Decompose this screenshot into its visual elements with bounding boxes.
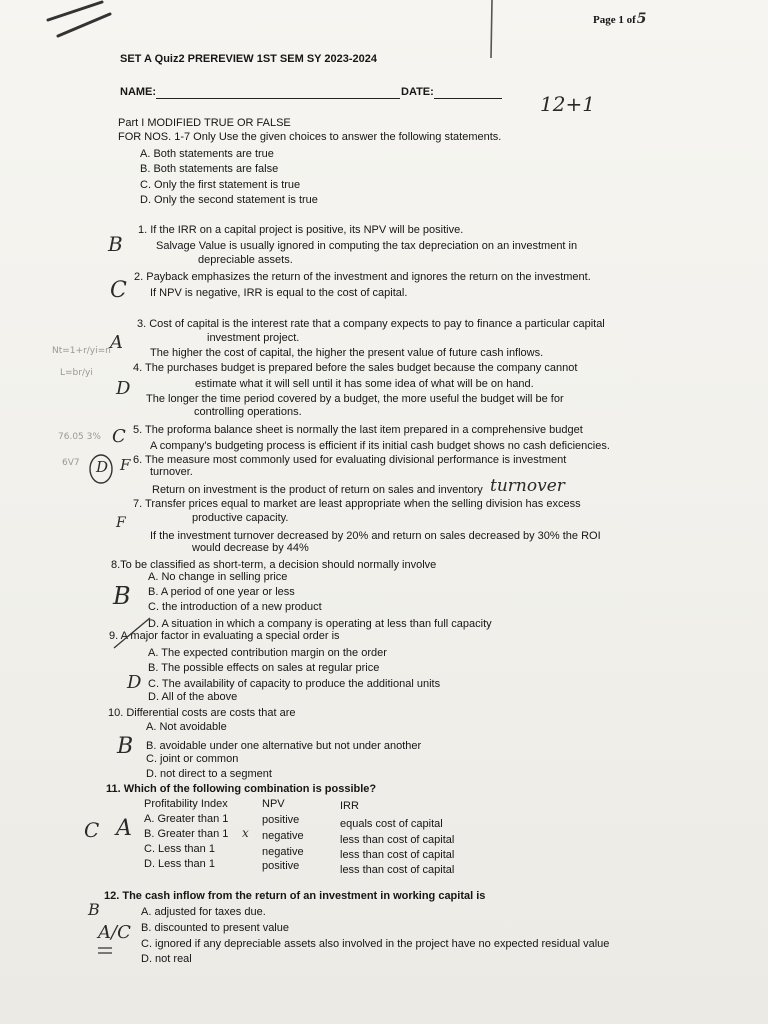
q11-header-irr: IRR xyxy=(340,800,359,812)
q12-option-d: D. not real xyxy=(141,953,192,965)
q11-row-c-pi: C. Less than 1 xyxy=(144,843,215,855)
q11-answer-handwritten-c: C xyxy=(84,818,100,842)
inventory-correction-handwritten: turnover xyxy=(490,476,565,496)
q8-option-d: D. A situation in which a company is operating at less than full capacity xyxy=(148,618,492,630)
part1-instructions: FOR NOS. 1-7 Only Use the given choices to answer the following statements. xyxy=(118,131,502,143)
q10-stem: 10. Differential costs are costs that are xyxy=(108,707,296,719)
q12-stem: 12. The cash inflow from the return of an investment in working capital is xyxy=(104,890,486,902)
q4-statement-b-cont: controlling operations. xyxy=(194,406,302,418)
q2-statement-b: If NPV is negative, IRR is equal to the cost of capital. xyxy=(150,287,408,299)
q7-statement-a-cont: productive capacity. xyxy=(192,512,289,524)
q3-statement-a-cont: investment project. xyxy=(207,332,300,344)
q8-option-c: C. the introduction of a new product xyxy=(148,601,322,613)
q6-answer-handwritten: D xyxy=(96,458,109,476)
q5-answer-handwritten: C xyxy=(112,426,126,447)
q9-slash-mark xyxy=(110,612,160,652)
q4-answer-handwritten: D xyxy=(116,378,131,399)
q4-statement-b: The longer the time period covered by a budget, the more useful the budget will be for xyxy=(146,393,564,405)
q11-row-d-npv: positive xyxy=(262,860,300,872)
scribble-mark xyxy=(40,0,120,40)
q11-stem: 11. Which of the following combination is possible? xyxy=(106,783,377,795)
q2-statement-a: 2. Payback emphasizes the return of the investment and ignores the return on the investment. xyxy=(134,271,591,283)
q11-row-a-irr: equals cost of capital xyxy=(340,818,443,830)
q1-statement-a: 1. If the IRR on a capital project is positive, its NPV will be positive. xyxy=(138,224,464,236)
q9-option-b: B. The possible effects on sales at regular price xyxy=(148,662,380,674)
q4-statement-a-cont: estimate what it will sell until it has some idea of what will be on hand. xyxy=(195,378,534,390)
q6-mark-f: F xyxy=(120,456,131,474)
q7-statement-a: 7. Transfer prices equal to market are least appropriate when the selling division has excess xyxy=(133,498,581,510)
q10-answer-handwritten: B xyxy=(117,734,134,759)
q3-statement-a: 3. Cost of capital is the interest rate that a company expects to pay to finance a particular capital xyxy=(137,318,605,330)
q9-stem: 9. A major factor in evaluating a special order is xyxy=(109,630,340,642)
q3-answer-handwritten: A xyxy=(110,332,123,353)
q10-option-d: D. not direct to a segment xyxy=(146,768,272,780)
score-handwritten: 12+1 xyxy=(540,92,595,116)
q8-answer-handwritten: B xyxy=(113,582,131,610)
q9-option-d: D. All of the above xyxy=(148,691,238,703)
q11-header-npv: NPV xyxy=(262,798,285,810)
q11-row-b-npv: negative xyxy=(262,830,304,842)
q1-answer-handwritten: B xyxy=(108,232,123,256)
q1-statement-b-cont: depreciable assets. xyxy=(198,254,293,266)
q5-statement-b: A company's budgeting process is efficient if its initial cash budget shows no cash deficiencies. xyxy=(150,440,610,452)
q12-note-handwritten: A/C xyxy=(98,922,131,943)
q11-row-b-pi: B. Greater than 1 xyxy=(144,828,229,840)
q6-statement-a: 6. The measure most commonly used for evaluating divisional performance is investment xyxy=(133,454,567,466)
fold-line xyxy=(487,0,497,60)
q11-row-c-irr: less than cost of capital xyxy=(340,849,455,861)
q1-statement-b: Salvage Value is usually ignored in computing the tax depreciation on an investment in xyxy=(156,240,578,252)
choice-a: A. Both statements are true xyxy=(140,148,274,160)
q12-option-b: B. discounted to present value xyxy=(141,922,289,934)
date-field: DATE: xyxy=(401,86,502,99)
q6-statement-a-cont: turnover. xyxy=(150,466,193,478)
q6-statement-b: Return on investment is the product of return on sales and inventory xyxy=(152,484,483,496)
q8-stem: 8.To be classified as short-term, a decision should normally involve xyxy=(111,559,437,571)
q10-option-b: B. avoidable under one alternative but not under another xyxy=(146,740,422,752)
q9-option-a: A. The expected contribution margin on the order xyxy=(148,647,387,659)
q2-answer-handwritten: C xyxy=(110,278,127,303)
q7-answer-handwritten: F xyxy=(116,515,126,531)
q11-row-d-pi: D. Less than 1 xyxy=(144,858,215,870)
choice-b: B. Both statements are false xyxy=(140,163,279,175)
q8-option-b: B. A period of one year or less xyxy=(148,586,295,598)
q11-row-d-irr: less than cost of capital xyxy=(340,864,455,876)
q11-row-a-npv: positive xyxy=(262,814,300,826)
q9-answer-handwritten: D xyxy=(127,672,142,693)
q11-header-pi: Profitability Index xyxy=(144,798,228,810)
page-title: SET A Quiz2 PREREVIEW 1ST SEM SY 2023-2024 xyxy=(120,53,377,65)
margin-note-3: Nt=1+r/yi=n xyxy=(52,346,111,356)
q8-option-a: A. No change in selling price xyxy=(148,571,288,583)
q12-underline-mark xyxy=(96,944,116,956)
q10-option-c: C. joint or common xyxy=(146,753,239,765)
part1-heading: Part I MODIFIED TRUE OR FALSE xyxy=(118,117,291,129)
q4-statement-a: 4. The purchases budget is prepared before the sales budget because the company cannot xyxy=(133,362,578,374)
name-field: NAME: xyxy=(120,86,400,99)
margin-note-4: L=br/yi xyxy=(60,368,93,378)
q3-statement-b: The higher the cost of capital, the higher the present value of future cash inflows. xyxy=(150,347,544,359)
margin-note-6: 6V7 xyxy=(62,458,80,468)
page-total-handwritten: 5 xyxy=(636,11,647,27)
q12-option-a: A. adjusted for taxes due. xyxy=(141,906,266,918)
q11-mark-x: x xyxy=(242,826,249,840)
q5-statement-a: 5. The proforma balance sheet is normally the last item prepared in a comprehensive budget xyxy=(133,424,583,436)
q11-row-b-irr: less than cost of capital xyxy=(340,834,455,846)
q12-answer-handwritten: B xyxy=(88,900,100,919)
q9-option-c: C. The availability of capacity to produce the additional units xyxy=(148,678,441,690)
q11-answer-handwritten-a: A xyxy=(116,816,132,841)
q7-statement-b-cont: would decrease by 44% xyxy=(192,542,309,554)
page-number: Page 1 of5 xyxy=(593,11,647,27)
q10-option-a: A. Not avoidable xyxy=(146,721,227,733)
q7-statement-b: If the investment turnover decreased by 20% and return on sales decreased by 30% the ROI xyxy=(150,530,601,542)
margin-note-5: 76.05 3% xyxy=(58,432,101,442)
q11-row-a-pi: A. Greater than 1 xyxy=(144,813,229,825)
choice-c: C. Only the first statement is true xyxy=(140,179,301,191)
q12-option-c: C. ignored if any depreciable assets also involved in the project have no expected residual value xyxy=(141,938,610,950)
q11-row-c-npv: negative xyxy=(262,846,304,858)
choice-d: D. Only the second statement is true xyxy=(140,194,318,206)
